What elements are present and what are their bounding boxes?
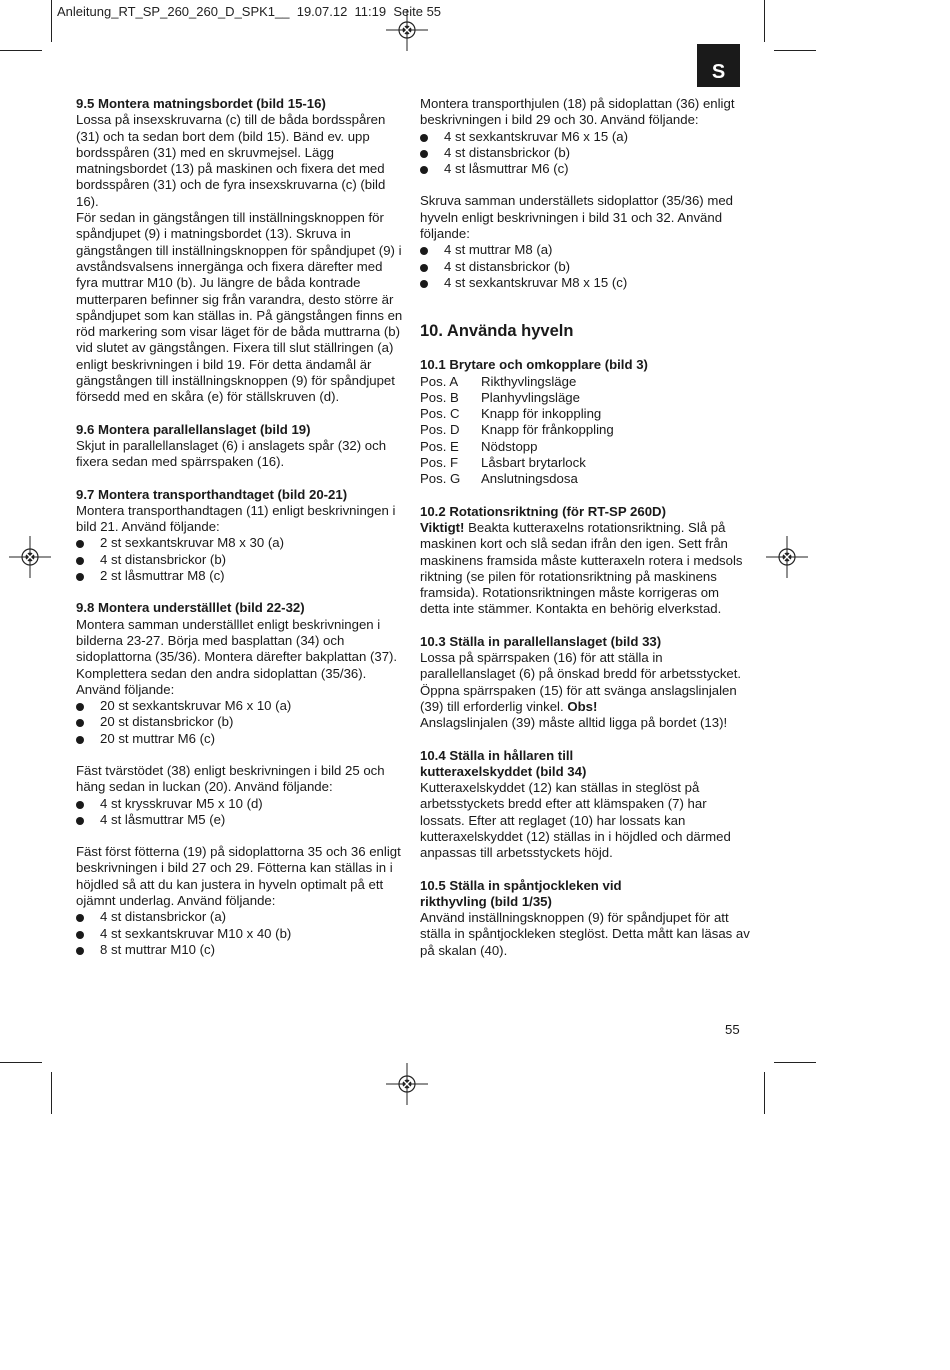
section-10-3-para: Lossa på spärrspaken (16) för att ställa in parallellanslaget (6) på önskad bredd för arbetsstycket. Öppna spärrspaken (15) för att svänga anslagslinjalen (39) till erforderlig vinkel. Obs! Anslagslinjalen (39) måste alltid ligga på bordet (13)! xyxy=(420,650,742,731)
section-9-8-para2: Fäst tvärstödet (38) enligt beskrivningen i bild 25 och häng sedan in luckan (20). Använd följande: xyxy=(76,762,385,795)
list-item: 20 st sexkantskruvar M6 x 10 (a) xyxy=(76,698,406,714)
list-item: Pos. G Anslutningsdosa xyxy=(420,471,578,487)
section-10-5-para: Använd inställningsknoppen (9) för spåndjupet för att ställa in spåntjockleken steglöst. Detta mått kan läsas av på skalan (40). xyxy=(420,910,750,958)
list-item: 4 st distansbrickor (b) xyxy=(420,145,750,161)
crop-mark-top-right-h xyxy=(774,50,816,51)
section-10-1-heading: 10.1 Brytare och omkopplare (bild 3) xyxy=(420,357,648,373)
list-item: 4 st låsmuttrar M5 (e) xyxy=(76,812,406,828)
page-number: 55 xyxy=(725,1022,740,1037)
list-item: 2 st låsmuttrar M8 (c) xyxy=(76,568,406,584)
list-item: 4 st distansbrickor (a) xyxy=(76,909,406,925)
section-10-2-para: Viktigt! Beakta kutteraxelns rotationsriktning. Slå på maskinen kort och slå sedan ifrån den igen. Sett från maskinens framsida måste kutteraxeln rotera i medsols riktning (se pilen för rotationsriktning på maskinens framsida). Rotationsriktningen måste korrigeras om detta inte stämmer. Kontakta en behörig elverkstad. xyxy=(420,519,743,617)
list-item: 4 st sexkantskruvar M6 x 15 (a) xyxy=(420,129,750,145)
section-9-7-para: Montera transporthandtagen (11) enligt beskrivningen i bild 21. Använd följande: xyxy=(76,502,396,535)
language-tab-label: S xyxy=(711,61,726,83)
left-column xyxy=(76,96,406,958)
crop-mark-bottom-left-h xyxy=(0,1062,42,1063)
list-item: Pos. D Knapp för frånkoppling xyxy=(420,422,614,438)
crop-mark-top-right-v xyxy=(764,0,765,42)
section-10-4-heading-line2: kutteraxelskyddet (bild 34) xyxy=(420,763,587,779)
section-10-5-heading-line2: rikthyvling (bild 1/35) xyxy=(420,893,552,909)
registration-mark-bottom-icon xyxy=(386,1063,428,1105)
list-item: 4 st sexkantskruvar M10 x 40 (b) xyxy=(76,926,406,942)
crop-mark-bottom-right-v xyxy=(764,1072,765,1114)
crop-mark-top-left-h xyxy=(0,50,42,51)
list-item: Pos. F Låsbart brytarlock xyxy=(420,455,586,471)
right-column xyxy=(420,96,750,959)
registration-mark-top-icon xyxy=(386,9,428,51)
section-9-8-para3: Fäst först fötterna (19) på sidoplattorna 35 och 36 enligt beskrivningen i bild 27 och 29. Fötterna kan ställas in i höjdled så att du kan justera in hyveln optimalt på ett ojämnt underlag. Använd följande: xyxy=(76,844,401,909)
list-item: 4 st muttrar M8 (a) xyxy=(420,242,750,258)
chapter-10-heading: 10. Använda hyveln xyxy=(420,322,574,341)
section-10-4-para: Kutteraxelskyddet (12) kan ställas in steglöst på arbetsstyckets bredd efter att klämspaken (7) har lossats. Efter att reglaget (10) har lossats kan kutteraxelskyddet (12) ställas in i höjdled och därmed anpassas till arbetsstyckets höjd. xyxy=(420,780,731,861)
section-9-5-heading: 9.5 Montera matningsbordet (bild 15-16) xyxy=(76,96,326,111)
print-header-line: Anleitung_RT_SP_260_260_D_SPK1__ 19.07.12 11:19 Seite 55 xyxy=(57,4,442,19)
section-9-5-para1: Lossa på insexskruvarna (c) till de båda bordsspåren (31) och ta sedan bort dem (bild 15). Bänd ev. upp bordsspåren (31) med en skruvmejsel. Lägg matningsbordet (13) på maskinen och fixera det med bordsspåren (31) och de fyra insexskruvarna (c) (bild 16). xyxy=(76,112,386,209)
list-item: Pos. C Knapp för inkoppling xyxy=(420,406,602,422)
language-tab xyxy=(697,44,740,87)
list-item: Pos. A Rikthyvlingsläge xyxy=(420,373,577,389)
list-item: 20 st muttrar M6 (c) xyxy=(76,731,406,747)
wheels-intro: Montera transporthjulen (18) på sidoplattan (36) enligt beskrivningen i bild 29 och 30. Använd följande: xyxy=(420,96,735,128)
section-9-8-list xyxy=(76,698,406,747)
warning-label: Viktigt! xyxy=(420,519,465,535)
section-9-8-list2 xyxy=(76,796,406,829)
section-9-8-heading: 9.8 Montera underställlet (bild 22-32) xyxy=(76,600,305,616)
list-item: 4 st distansbrickor (b) xyxy=(420,259,750,275)
list-item: 8 st muttrar M10 (c) xyxy=(76,942,406,958)
list-item: 4 st låsmuttrar M6 (c) xyxy=(420,161,750,177)
obs-label: Obs! xyxy=(567,698,598,714)
registration-mark-left-icon xyxy=(9,536,51,578)
section-10-3-heading: 10.3 Ställa in parallellanslaget (bild 33) xyxy=(420,633,662,649)
section-9-6-para: Skjut in parallellanslaget (6) i anslagets spår (32) och fixera sedan med spärrspaken (16). xyxy=(76,437,387,470)
list-item: Pos. E Nödstopp xyxy=(420,438,538,454)
section-9-8-para: Montera samman underställlet enligt beskrivningen i bilderna 23-27. Börja med basplattan (34) och sidoplattorna (35/36). Montera därefter bakplattan (37). Komplettera sedan den andra sidoplattan (35/36). Använd följande: xyxy=(76,616,398,697)
section-9-5-para2: För sedan in gängstången till inställningsknoppen för spåndjupet (9) i matningsbordet (13). Skruva in gängstången till inställningsknoppen för spåndjupet (9) i avståndsvalsens innergänga och fixera därefter med fyra muttrar M10 (b). Ju längre de båda kontrade mutterparen befinner sig från varandra, desto större är spåndjupet som kan ställas in. På gängstången finns en röd markering som visar läget för de båda muttrarna (b) vid slutet av gängstången. Fixera till slut ställringen (a) enligt beskrivningen i bild 19. För detta ändamål är gängstången till inställningsknoppen (9) för spåndjupet försedd med en skåra (e) för ställskruven (d). xyxy=(76,210,403,405)
crop-mark-bottom-left-v xyxy=(51,1072,52,1114)
list-item: 2 st sexkantskruvar M8 x 30 (a) xyxy=(76,535,406,551)
section-10-2-heading: 10.2 Rotationsriktning (för RT-SP 260D) xyxy=(420,503,666,519)
side-plates-intro: Skruva samman underställets sidoplattor (35/36) med hyveln enligt beskrivningen i bild 31 och 32. Använd följande: xyxy=(420,193,733,242)
section-10-4-heading-line1: 10.4 Ställa in hållaren till xyxy=(420,747,574,763)
wheels-list xyxy=(420,129,750,178)
list-item: 4 st krysskruvar M5 x 10 (d) xyxy=(76,796,406,812)
list-item: Pos. B Planhyvlingsläge xyxy=(420,389,580,405)
crop-mark-top-left-v xyxy=(51,0,52,42)
section-9-8-list3 xyxy=(76,909,406,958)
side-plates-list xyxy=(420,242,750,291)
section-10-5-heading-line1: 10.5 Ställa in spåntjockleken vid xyxy=(420,877,622,893)
registration-mark-right-icon xyxy=(766,536,808,578)
list-item: 4 st distansbrickor (b) xyxy=(76,552,406,568)
section-9-7-list xyxy=(76,535,406,584)
section-9-7-heading: 9.7 Montera transporthandtaget (bild 20-21) xyxy=(76,486,348,502)
section-9-6-heading: 9.6 Montera parallellanslaget (bild 19) xyxy=(76,421,311,437)
switch-positions-list xyxy=(420,374,750,488)
list-item: 20 st distansbrickor (b) xyxy=(76,714,406,730)
list-item: 4 st sexkantskruvar M8 x 15 (c) xyxy=(420,275,750,291)
crop-mark-bottom-right-h xyxy=(774,1062,816,1063)
